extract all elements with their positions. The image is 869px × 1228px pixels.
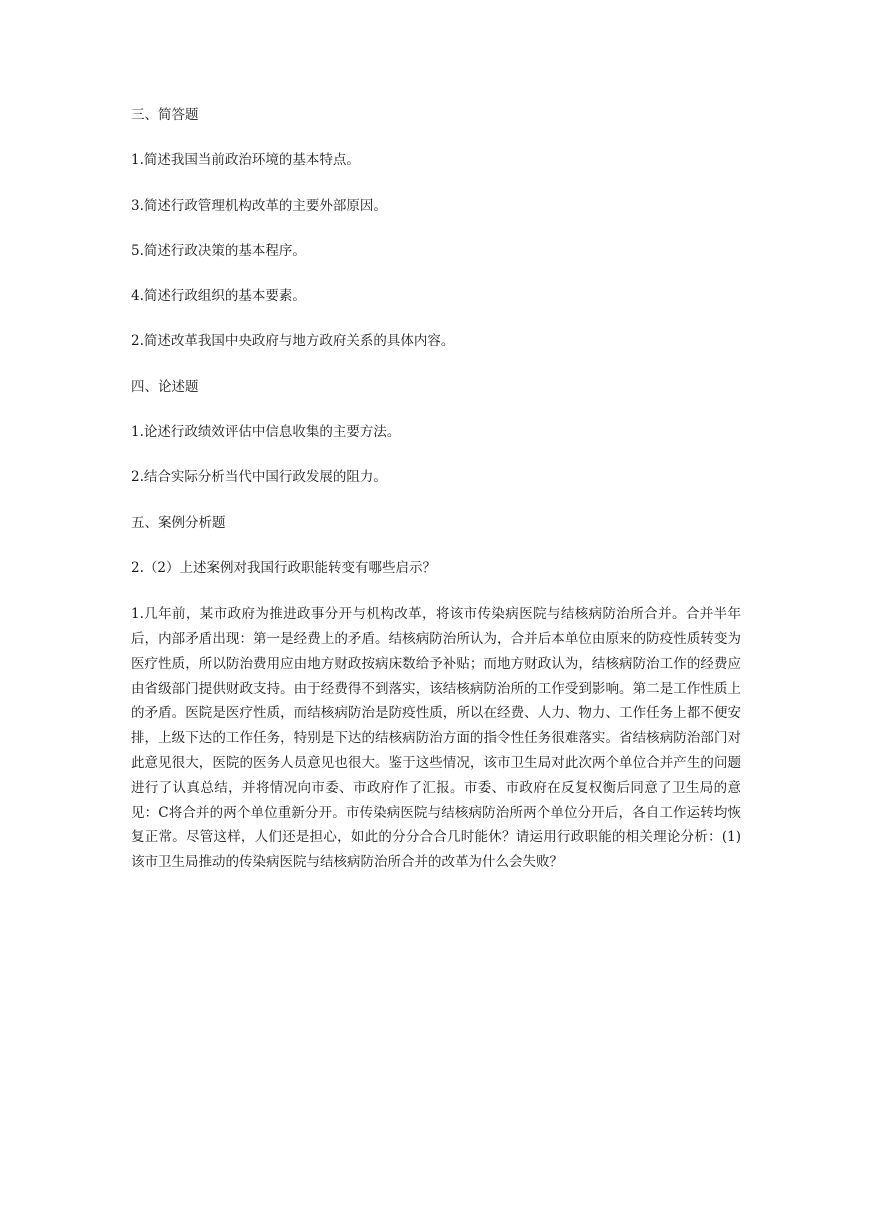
question-item: 5.简述行政决策的基本程序。 xyxy=(131,242,306,259)
document-page xyxy=(131,104,741,875)
question-item: 1.简述我国当前政治环境的基本特点。 xyxy=(131,152,360,169)
question-item: 4.简述行政组织的基本要素。 xyxy=(131,288,306,305)
case-question: 2.（2）上述案例对我国行政职能转变有哪些启示？ xyxy=(131,559,436,576)
question-item: 1.论述行政绩效评估中信息收集的主要方法。 xyxy=(131,424,401,441)
section-heading-essay: 四、论述题 xyxy=(131,378,199,395)
question-item: 2.简述改革我国中央政府与地方政府关系的具体内容。 xyxy=(131,333,455,350)
question-item: 3.简述行政管理机构改革的主要外部原因。 xyxy=(131,197,387,214)
question-item: 2.结合实际分析当代中国行政发展的阻力。 xyxy=(131,469,387,486)
case-passage: 1.几年前，某市政府为推进政事分开与机构改革，将该市传染病医院与结核病防治所合并。合并半年后，内部矛盾出现：第一是经费上的矛盾。结核病防治所认为，合并后本单位由原来的防疫性质转变为医疗性质，所以防治费用应由地方财政按病床数给予补贴；而地方财政认为，结核病防治工作的经费应由省级部门提供财政支持。由于经费得不到落实，该结核病防治所的工作受到影响。第二是工作性质上的矛盾。医院是医疗性质，而结核病防治是防疫性质，所以在经费、人力、物力、工作任务上都不便安排，上级下达的工作任务，特别是下达的结核病防治方面的指令性任务很难落实。省结核病防治部门对此意见很大，医院的医务人员意见也很大。鉴于这些情况，该市卫生局对此次两个单位合并产生的问题进行了认真总结，并将情况向市委、市政府作了汇报。市委、市政府在反复权衡后同意了卫生局的意见：C将合并的两个单位重新分开。市传染病医院与结核病防治所两个单位分开后，各自工作运转均恢复正常。尽管这样，人们还是担心，如此的分分合合几时能休？请运用行政职能的相关理论分析：(1)该市卫生局推动的传染病医院与结核病防治所合并的改革为什么会失败？ xyxy=(131,606,741,871)
section-heading-short-answer: 三、简答题 xyxy=(131,107,199,123)
section-heading-case: 五、案例分析题 xyxy=(131,514,226,531)
